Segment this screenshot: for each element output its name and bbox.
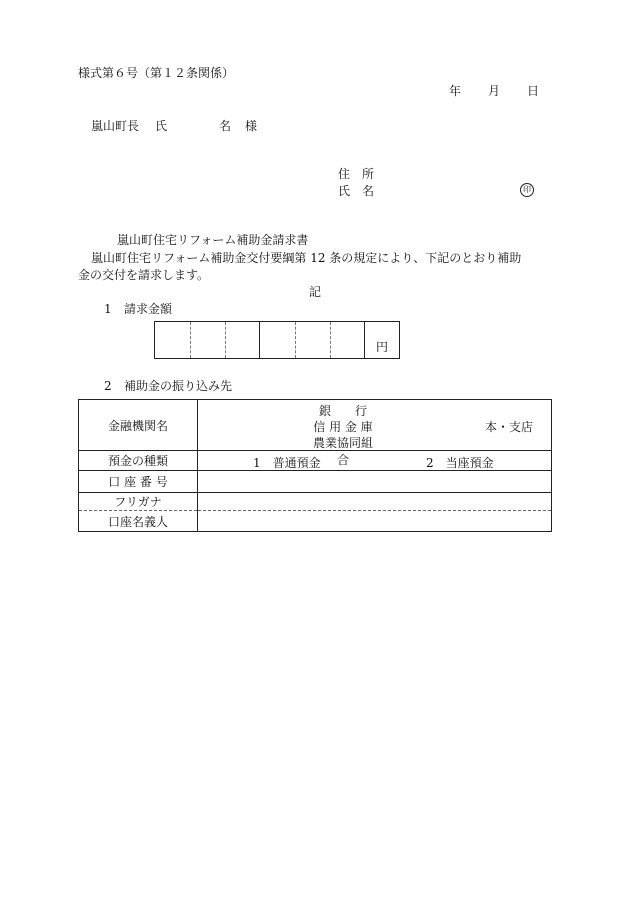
account-holder-row — [79, 511, 552, 532]
addressee-shi: 氏 — [155, 119, 168, 133]
bank-transfer-table — [78, 399, 552, 532]
amount-yen-box[interactable] — [364, 321, 400, 359]
deposit-type-cell[interactable] — [198, 451, 552, 471]
deposit-option-ordinary[interactable]: 1 普通預金 — [253, 456, 321, 470]
date-day-label: 日 — [527, 84, 540, 98]
addressee-mayor: 嵐山町長 — [91, 119, 140, 133]
deposit-option-current[interactable]: 2 当座預金 — [426, 456, 494, 470]
bank-type-bank: 銀 行 — [318, 404, 367, 418]
branch-label: 本・支店 — [484, 420, 533, 434]
section1-label: 請求金額 — [124, 302, 173, 316]
addressee-sama: 様 — [245, 119, 258, 133]
addressee-name: 名 — [219, 119, 232, 133]
account-number-row — [79, 471, 552, 493]
deposit-type-label: 預金の種類 — [79, 451, 198, 471]
bank-type-shinkin: 信 用 金 庫 — [313, 420, 373, 434]
furigana-cell[interactable] — [198, 493, 552, 511]
amount-group-1 — [154, 321, 260, 359]
furigana-label: フリガナ — [79, 493, 198, 511]
applicant-address-label: 住 所 — [338, 167, 375, 181]
amount-digit-divider — [225, 322, 226, 358]
amount-digit-divider — [330, 322, 331, 358]
section2-label: 補助金の振り込み先 — [124, 379, 233, 393]
seal-mark: 印 — [520, 183, 534, 197]
form-number: 様式第６号（第１２条関係） — [78, 66, 235, 80]
account-holder-cell[interactable] — [198, 511, 552, 532]
institution-row — [79, 400, 552, 451]
institution-label: 金融機関名 — [79, 400, 198, 451]
applicant-name-label: 氏 名 — [338, 184, 375, 198]
amount-digit-divider — [295, 322, 296, 358]
date-month-label: 月 — [488, 84, 501, 98]
yen-unit: 円 — [376, 340, 389, 354]
document-title: 嵐山町住宅リフォーム補助金請求書 — [117, 233, 309, 247]
body-text-line2: 金の交付を請求します。 — [78, 268, 210, 282]
body-text-line1: 嵐山町住宅リフォーム補助金交付要綱第 12 条の規定により、下記のとおり補助 — [91, 251, 522, 265]
section2-number: 2 — [104, 379, 112, 393]
account-number-cell[interactable] — [198, 471, 552, 493]
amount-group-2 — [259, 321, 365, 359]
furigana-row — [79, 493, 552, 511]
date-year-label: 年 — [449, 84, 462, 98]
account-holder-label: 口座名義人 — [79, 511, 198, 532]
amount-digit-divider — [190, 322, 191, 358]
account-number-label: 口 座 番 号 — [79, 471, 198, 493]
section1-number: 1 — [104, 302, 112, 316]
bank-type-nokyo: 農業協同組合 — [312, 436, 373, 467]
ki-heading: 記 — [309, 285, 322, 299]
deposit-type-row — [79, 451, 552, 471]
